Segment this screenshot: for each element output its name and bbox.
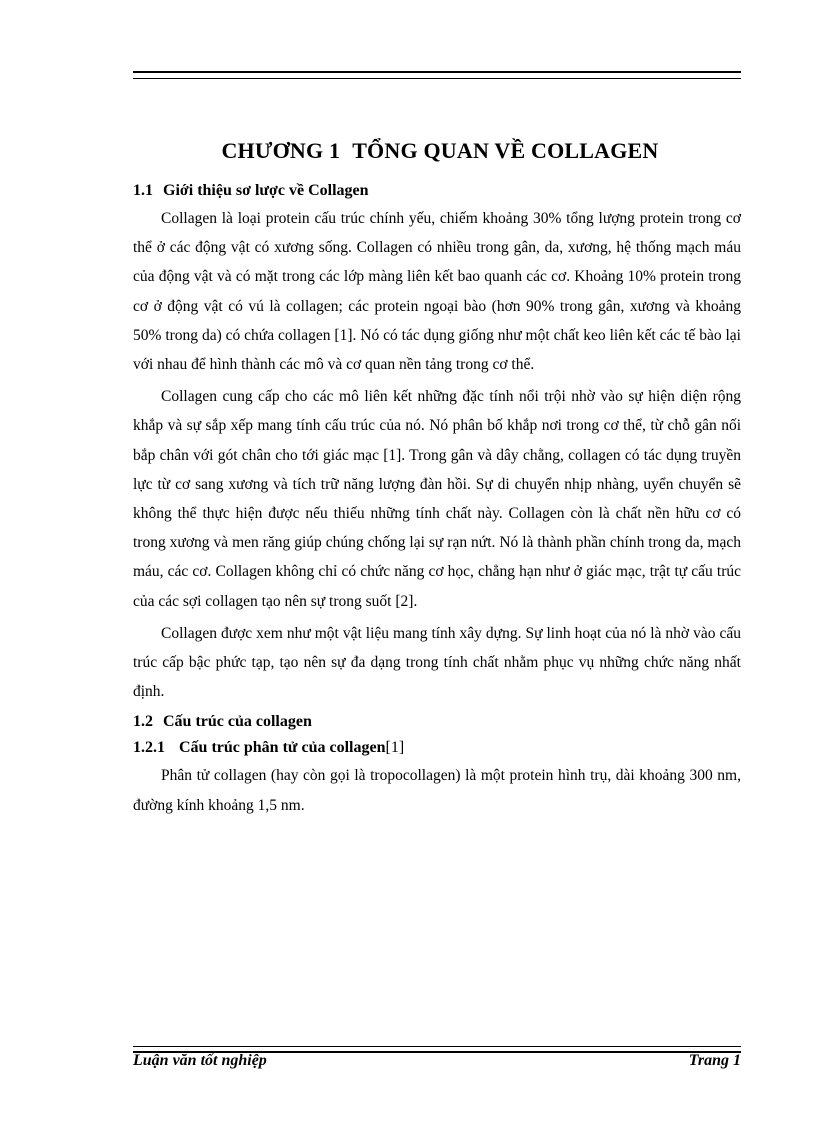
citation: [1] (385, 739, 405, 757)
page-number: Trang 1 (688, 1052, 741, 1069)
section-heading-1-1 (133, 178, 741, 204)
section-number: 1.2 (133, 713, 153, 731)
footer-left: Luận văn tốt nghiệp (133, 1052, 267, 1069)
section-title: Giới thiệu sơ lược về Collagen (163, 182, 369, 199)
subsection-heading-1-2-1 (133, 735, 741, 761)
chapter-title (133, 138, 741, 164)
paragraph: Phân tử collagen (hay còn gọi là tropocollagen) là một protein hình trụ, dài khoảng 300 nm, đường kính khoảng 1,5 nm. (133, 767, 741, 814)
page-footer (133, 1052, 741, 1070)
page-body (133, 138, 741, 823)
subsection-number: 1.2.1 (133, 739, 165, 757)
subsection-title: Cấu trúc phân tử của collagen (179, 739, 386, 757)
chapter-title-text: TỔNG QUAN VỀ COLLAGEN (352, 138, 659, 163)
header-rule (133, 71, 741, 79)
section-number: 1.1 (133, 182, 153, 199)
paragraph: Collagen là loại protein cấu trúc chính yếu, chiếm khoảng 30% tổng lượng protein trong cơ thể ở các động vật có xương sống. Collagen có nhiều trong gân, da, xương, hệ thống mạch máu của động vật và có mặt trong các lớp màng liên kết bao quanh các cơ. Khoảng 10% protein trong cơ ở động vật có vú là collagen; các protein ngoại bào (hơn 90% trong gân, xương và khoảng 50% trong da) có chứa collagen [1]. Nó có tác dụng giống như một chất keo liên kết các tế bào lại với nhau để hình thành các mô và cơ quan nền tảng trong cơ thể. (133, 210, 741, 374)
paragraph: Collagen được xem như một vật liệu mang tính xây dựng. Sự linh hoạt của nó là nhờ vào cấu trúc cấp bậc phức tạp, tạo nên sự đa dạng trong tính chất nhằm phục vụ những chức năng nhất định. (133, 624, 741, 701)
paragraph: Collagen cung cấp cho các mô liên kết những đặc tính nổi trội nhờ vào sự hiện diện rộng khắp và sự sắp xếp mang tính cấu trúc của nó. Nó phân bố khắp nơi trong cơ thể, từ chỗ gân nối bắp chân với gót chân cho tới giác mạc [1]. Trong gân và dây chằng, collagen có tác dụng truyền lực từ cơ sang xương và tích trữ năng lượng đàn hồi. Sự di chuyển nhịp nhàng, uyển chuyển sẽ không thể thực hiện được nếu thiếu những tính chất này. Collagen còn là chất nền hữu cơ có trong xương và men răng giúp chúng chống lại sự rạn nứt. Nó là thành phần chính trong da, mạch máu, các cơ. Collagen không chỉ có chức năng cơ học, chẳng hạn như ở giác mạc, trật tự cấu trúc của các sợi collagen tạo nên sự trong suốt [2]. (133, 388, 741, 610)
section-title: Cấu trúc của collagen (163, 713, 312, 731)
section-heading-1-2 (133, 709, 741, 735)
chapter-number: CHƯƠNG 1 (221, 138, 341, 163)
